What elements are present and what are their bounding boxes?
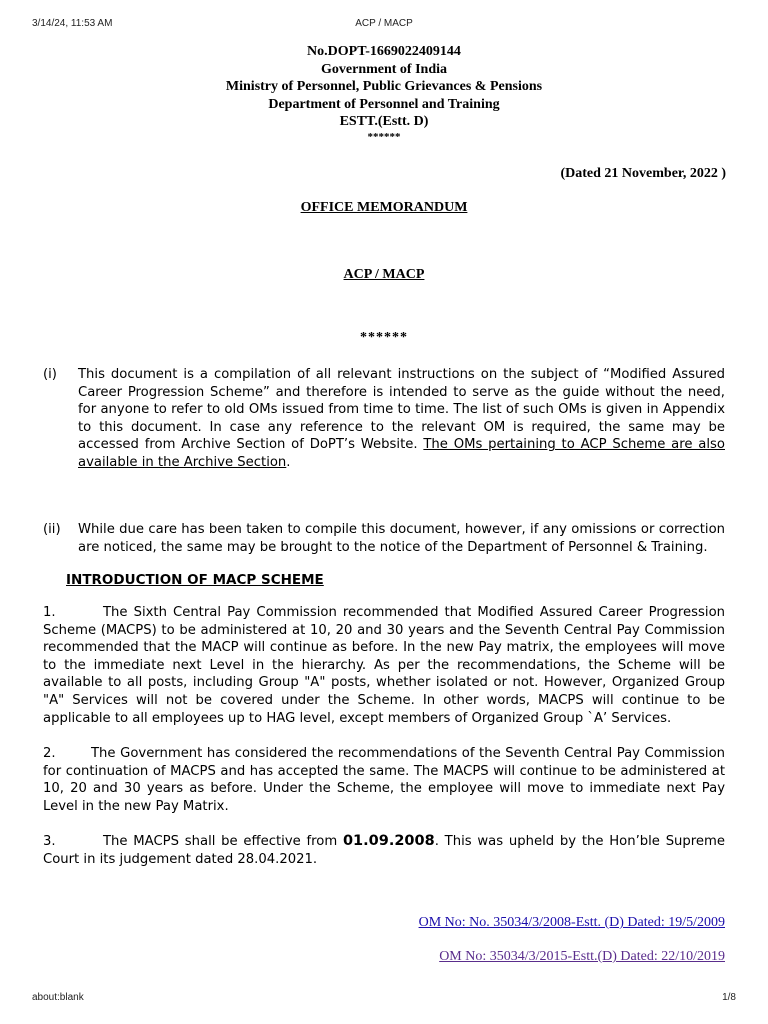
- intro-heading: INTRODUCTION OF MACP SCHEME: [66, 572, 324, 588]
- section-3-date: 01.09.2008: [342, 833, 435, 849]
- section-1-text: The Sixth Central Pay Commission recommended that Modified Assured Career Progression Scheme (MACPS) to be administered at 10, 20 and 30 years and the Seventh Central Pay Commission recommended that the MACP will continue as before. In the new Pay matrix, the employees will move to the immediate next Level in the hierarchy. As per the recommendations, the Scheme will be available to all posts, including Group "A" posts, whether isolated or not. However, Organized Group "A" Services will not be covered under the Scheme. In other words, MACPS will continue to be applicable to all employees up to HAG level, except members of Organized Group `A’ Services.: [43, 605, 725, 726]
- govt-line: Government of India: [321, 61, 447, 77]
- subject-text: ACP / MACP: [343, 267, 425, 282]
- section-3: [43, 833, 725, 868]
- section-3-text-after: . This was upheld by the Hon’ble Supreme Court in its judgement dated 28.04.2021.: [43, 834, 725, 867]
- section-1: [43, 604, 725, 727]
- section-2: [43, 745, 725, 815]
- stars-divider: ******: [360, 330, 408, 345]
- section-2-text: The Government has considered the recommendations of the Seventh Central Pay Commission for continuation of MACPS and has accepted the same. The MACPS will continue to be administered at 10, 20 and 30 years as before. Under the Scheme, the employee will move to immediate next Pay Level in the new Pay Matrix.: [43, 746, 725, 814]
- paragraph-i-text: This document is a compilation of all relevant instructions on the subject of “Modified Assured Career Progression Scheme” and therefore is intended to serve as the guide without the need, for anyone to refer to old OMs issued from time to time. The list of such OMs is given in Appendix to this document. In case any reference to the relevant OM is required, the same may be accessed from Archive Section of DoPT’s Website.: [78, 367, 725, 453]
- print-url: about:blank: [32, 992, 84, 1003]
- paragraph-i-body: [78, 366, 725, 472]
- paragraph-i-underlined: The OMs pertaining to ACP Scheme are also available in the Archive Section: [78, 437, 725, 470]
- section-1-number: 1.: [43, 605, 56, 620]
- office-memorandum-title: [0, 200, 768, 216]
- heading-stars: ******: [367, 130, 401, 143]
- om-link-2009[interactable]: OM No: No. 35034/3/2008-Estt. (D) Dated: 19/5/2009: [418, 915, 725, 930]
- memo-date: (Dated 21 November, 2022 ): [560, 166, 726, 181]
- paragraph-ii-body: While due care has been taken to compile this document, however, if any omissions or correction are noticed, the same may be brought to the notice of the Department of Personnel & Training.: [78, 522, 725, 555]
- department-line: Department of Personnel and Training: [268, 96, 500, 112]
- paragraph-ii: [43, 521, 725, 556]
- memo-heading: [0, 43, 768, 143]
- office-memorandum-text: OFFICE MEMORANDUM: [300, 200, 468, 215]
- print-datetime: 3/14/24, 11:53 AM: [32, 18, 113, 29]
- om-link-2019[interactable]: OM No: 35034/3/2015-Estt.(D) Dated: 22/10/2019: [439, 949, 725, 964]
- section-2-number: 2.: [43, 746, 56, 761]
- page-number: 1/8: [722, 992, 736, 1003]
- subject-title: [0, 267, 768, 283]
- section-3-number: 3.: [43, 834, 56, 849]
- paragraph-ii-marker: (ii): [43, 522, 61, 537]
- section-3-text-before: The MACPS shall be effective from: [103, 834, 343, 849]
- ministry-line: Ministry of Personnel, Public Grievances & Pensions: [225, 79, 543, 95]
- paragraph-i-end: .: [286, 454, 291, 470]
- print-title: ACP / MACP: [355, 18, 413, 29]
- paragraph-i-marker: (i): [43, 367, 57, 382]
- section-line: ESTT.(Estt. D): [339, 114, 429, 130]
- paragraph-i: [43, 366, 725, 472]
- memo-number: No.DOPT-1669022409144: [307, 44, 461, 59]
